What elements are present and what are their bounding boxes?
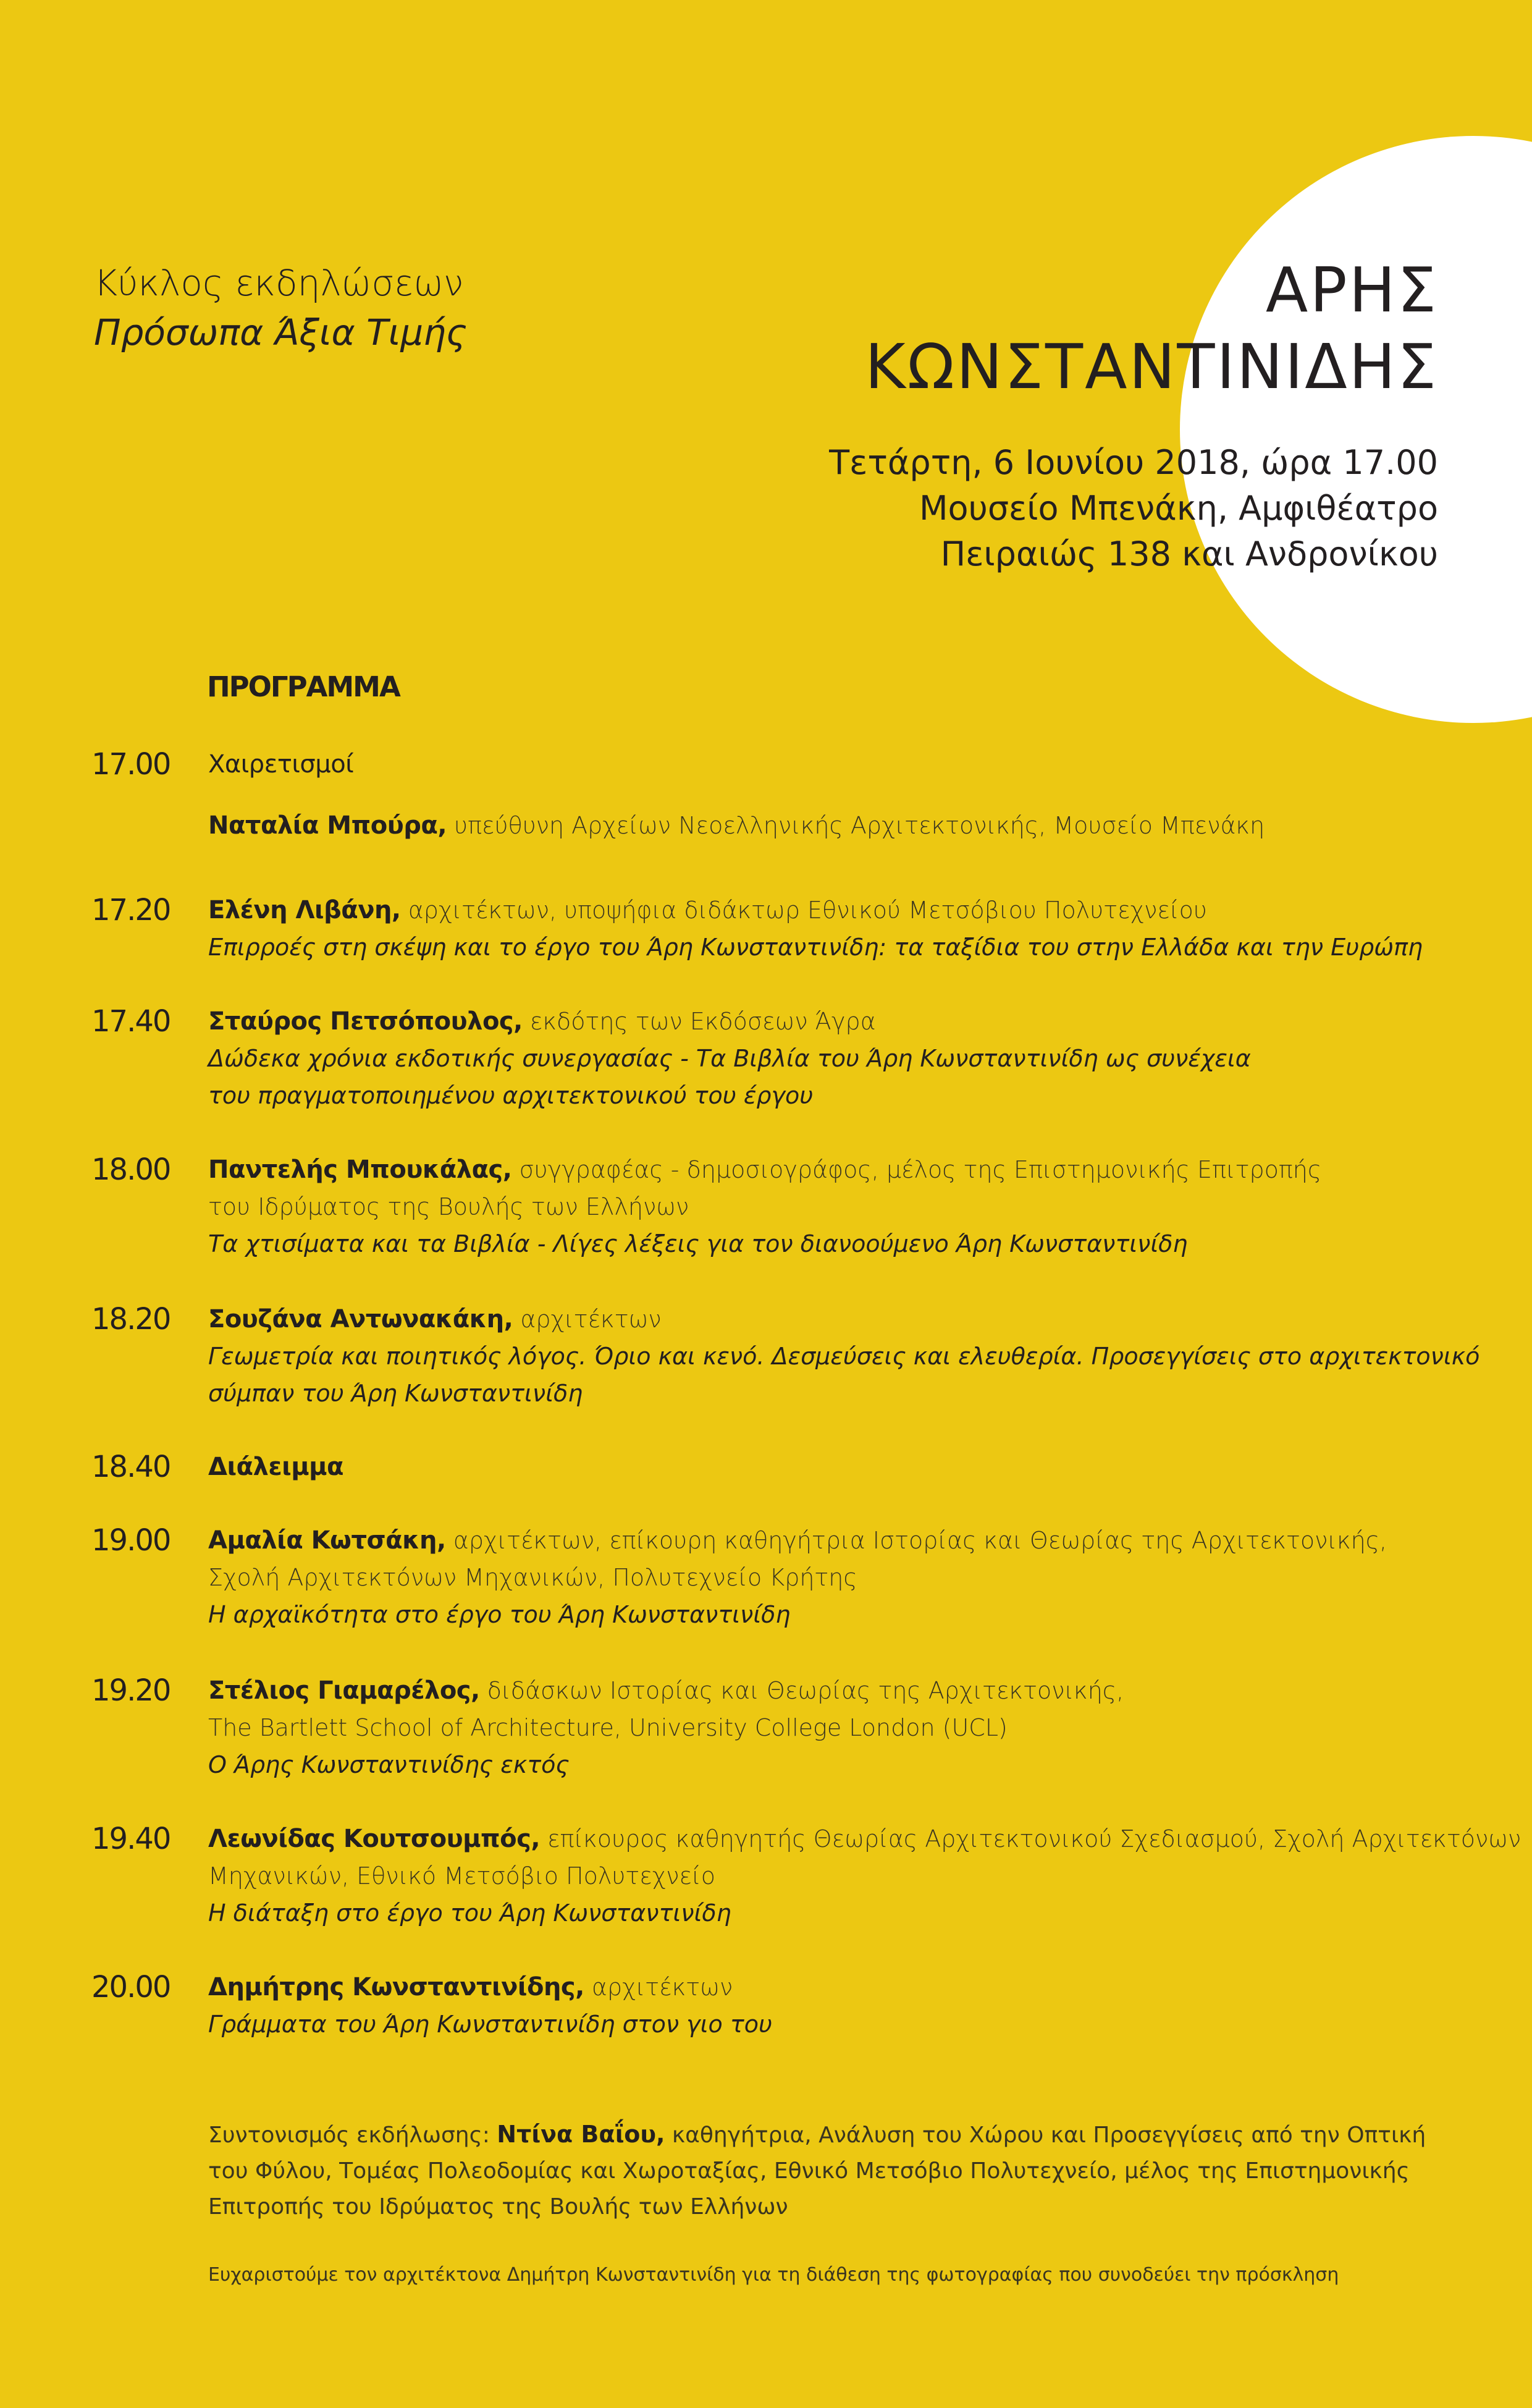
speaker-affiliation-cont: The Bartlett School of Architecture, University College London (UCL): [208, 1714, 1008, 1741]
talk-title-cont: σύμπαν του Άρη Κωνσταντινίδη: [208, 1380, 583, 1407]
speaker-name: Σουζάνα Αντωνακάκη,: [208, 1305, 513, 1333]
talk-title: Ο Άρης Κωνσταντινίδης εκτός: [208, 1751, 570, 1778]
honoree-last-name: ΚΩΝΣΤΑΝΤΙΝΙΔΗΣ: [865, 331, 1438, 403]
talk-title: Γράμματα του Άρη Κωνσταντινίδη στον γιο του: [208, 2011, 772, 2038]
coordination-label: Συντονισμός εκδήλωσης:: [208, 2123, 497, 2148]
speaker-affiliation: επίκουρος καθηγητής Θεωρίας Αρχιτεκτονικού Σχεδιασμού, Σχολή Αρχιτεκτόνων: [540, 1825, 1521, 1852]
item-time: 20.00: [91, 1970, 170, 2005]
item-time: 18.00: [91, 1152, 170, 1187]
item-title: Χαιρετισμοί: [208, 750, 354, 779]
item-title: Διάλειμμα: [208, 1453, 344, 1481]
speaker-affiliation: συγγραφέας - δημοσιογράφος, μέλος της Επιστημονικής Επιτροπής: [511, 1156, 1322, 1183]
coordinator-affiliation-cont: του Φύλου, Τομέας Πολεοδομίας και Χωροταξίας, Εθνικό Μετσόβιο Πολυτεχνείο, μέλος της Επιστημονικής: [208, 2158, 1410, 2184]
event-date-time: Τετάρτη, 6 Ιουνίου 2018, ώρα 17.00: [829, 443, 1438, 482]
item-time: 17.20: [91, 893, 170, 927]
honoree-name: [865, 252, 1438, 405]
event-address: Πειραιώς 138 και Ανδρονίκου: [940, 534, 1438, 573]
talk-title: Επιρροές στη σκέψη και το έργο του Άρη Κωνσταντινίδη: τα ταξίδια του στην Ελλάδα και την Ευρώπη: [208, 934, 1423, 961]
honoree-first-name: ΑΡΗΣ: [1265, 254, 1438, 326]
speaker-affiliation-cont: Σχολή Αρχιτεκτόνων Μηχανικών, Πολυτεχνείο Κρήτης: [208, 1564, 857, 1591]
speaker-name: Σταύρος Πετσόπουλος,: [208, 1007, 523, 1036]
talk-title: Γεωμετρία και ποιητικός λόγος. Όριο και κενό. Δεσμεύσεις και ελευθερία. Προσεγγίσεις στο αρχιτεκτονικό: [208, 1343, 1480, 1370]
item-time: 19.20: [91, 1673, 170, 1708]
speaker-name: Ναταλία Μπούρα,: [208, 811, 447, 840]
coordination-note: [208, 2116, 1426, 2225]
speaker-affiliation: εκδότης των Εκδόσεων Άγρα: [522, 1008, 876, 1035]
speaker-affiliation: διδάσκων Ιστορίας και Θεωρίας της Αρχιτεκτονικής,: [479, 1677, 1124, 1704]
item-time: 17.00: [91, 747, 170, 782]
event-venue: Μουσείο Μπενάκη, Αμφιθέατρο: [919, 489, 1438, 528]
speaker-name: Δημήτρης Κωνσταντινίδης,: [208, 1973, 584, 2001]
item-time: 19.40: [91, 1822, 170, 1856]
speaker-affiliation: αρχιτέκτων, επίκουρη καθηγήτρια Ιστορίας και Θεωρίας της Αρχιτεκτονικής,: [445, 1527, 1387, 1554]
coordinator-name: Ντίνα Βαΐου,: [497, 2121, 665, 2148]
item-time: 19.00: [91, 1523, 170, 1558]
speaker-affiliation-cont: Μηχανικών, Εθνικό Μετσόβιο Πολυτεχνείο: [208, 1862, 715, 1890]
program-heading: ΠΡΟΓΡΑΜΜΑ: [207, 670, 400, 703]
coordinator-affiliation: καθηγήτρια, Ανάλυση του Χώρου και Προσεγγίσεις από την Οπτική: [665, 2123, 1426, 2148]
talk-title: Δώδεκα χρόνια εκδοτικής συνεργασίας - Τα Βιβλία του Άρη Κωνσταντινίδη ως συνέχεια: [208, 1045, 1251, 1072]
speaker-affiliation: αρχιτέκτων, υποψήφια διδάκτωρ Εθνικού Μετσόβιου Πολυτεχνείου: [400, 897, 1207, 924]
speaker-name: Ελένη Λιβάνη,: [208, 896, 401, 924]
talk-title: Η αρχαϊκότητα στο έργο του Άρη Κωνσταντινίδη: [208, 1601, 791, 1628]
speaker-affiliation: αρχιτέκτων: [513, 1306, 662, 1333]
speaker-affiliation: αρχιτέκτων: [584, 1974, 733, 2001]
series-label: Κύκλος εκδηλώσεων: [94, 262, 464, 304]
speaker-name: Λεωνίδας Κουτσουμπός,: [208, 1825, 541, 1853]
coordinator-affiliation-end: Επιτροπής του Ιδρύματος της Βουλής των Ελλήνων: [208, 2194, 788, 2220]
speaker-affiliation-cont: του Ιδρύματος της Βουλής των Ελλήνων: [208, 1193, 689, 1220]
decorative-circle: [1180, 136, 1532, 723]
item-time: 18.40: [91, 1450, 170, 1484]
speaker-name: Στέλιος Γιαμαρέλος,: [208, 1676, 480, 1705]
photo-credit: Ευχαριστούμε τον αρχιτέκτονα Δημήτρη Κωνσταντινίδη για τη διάθεση της φωτογραφίας που συνοδεύει την πρόσκληση: [208, 2264, 1339, 2286]
series-name: Πρόσωπα Άξια Τιμής: [94, 311, 467, 353]
talk-title: Η διάταξη στο έργο του Άρη Κωνσταντινίδη: [208, 1899, 731, 1927]
speaker-affiliation: υπεύθυνη Αρχείων Νεοελληνικής Αρχιτεκτονικής, Μουσείο Μπενάκη: [447, 812, 1265, 839]
speaker-name: Παντελής Μπουκάλας,: [208, 1155, 512, 1184]
talk-title: Τα χτισίματα και τα Βιβλία - Λίγες λέξεις για τον διανοούμενο Άρη Κωνσταντινίδη: [208, 1230, 1188, 1257]
item-time: 17.40: [91, 1004, 170, 1039]
speaker-name: Αμαλία Κωτσάκη,: [208, 1526, 446, 1555]
event-info: [829, 440, 1438, 577]
event-series: [94, 258, 467, 357]
talk-title-cont: του πραγματοποιημένου αρχιτεκτονικού του έργου: [208, 1082, 814, 1109]
item-time: 18.20: [91, 1302, 170, 1337]
